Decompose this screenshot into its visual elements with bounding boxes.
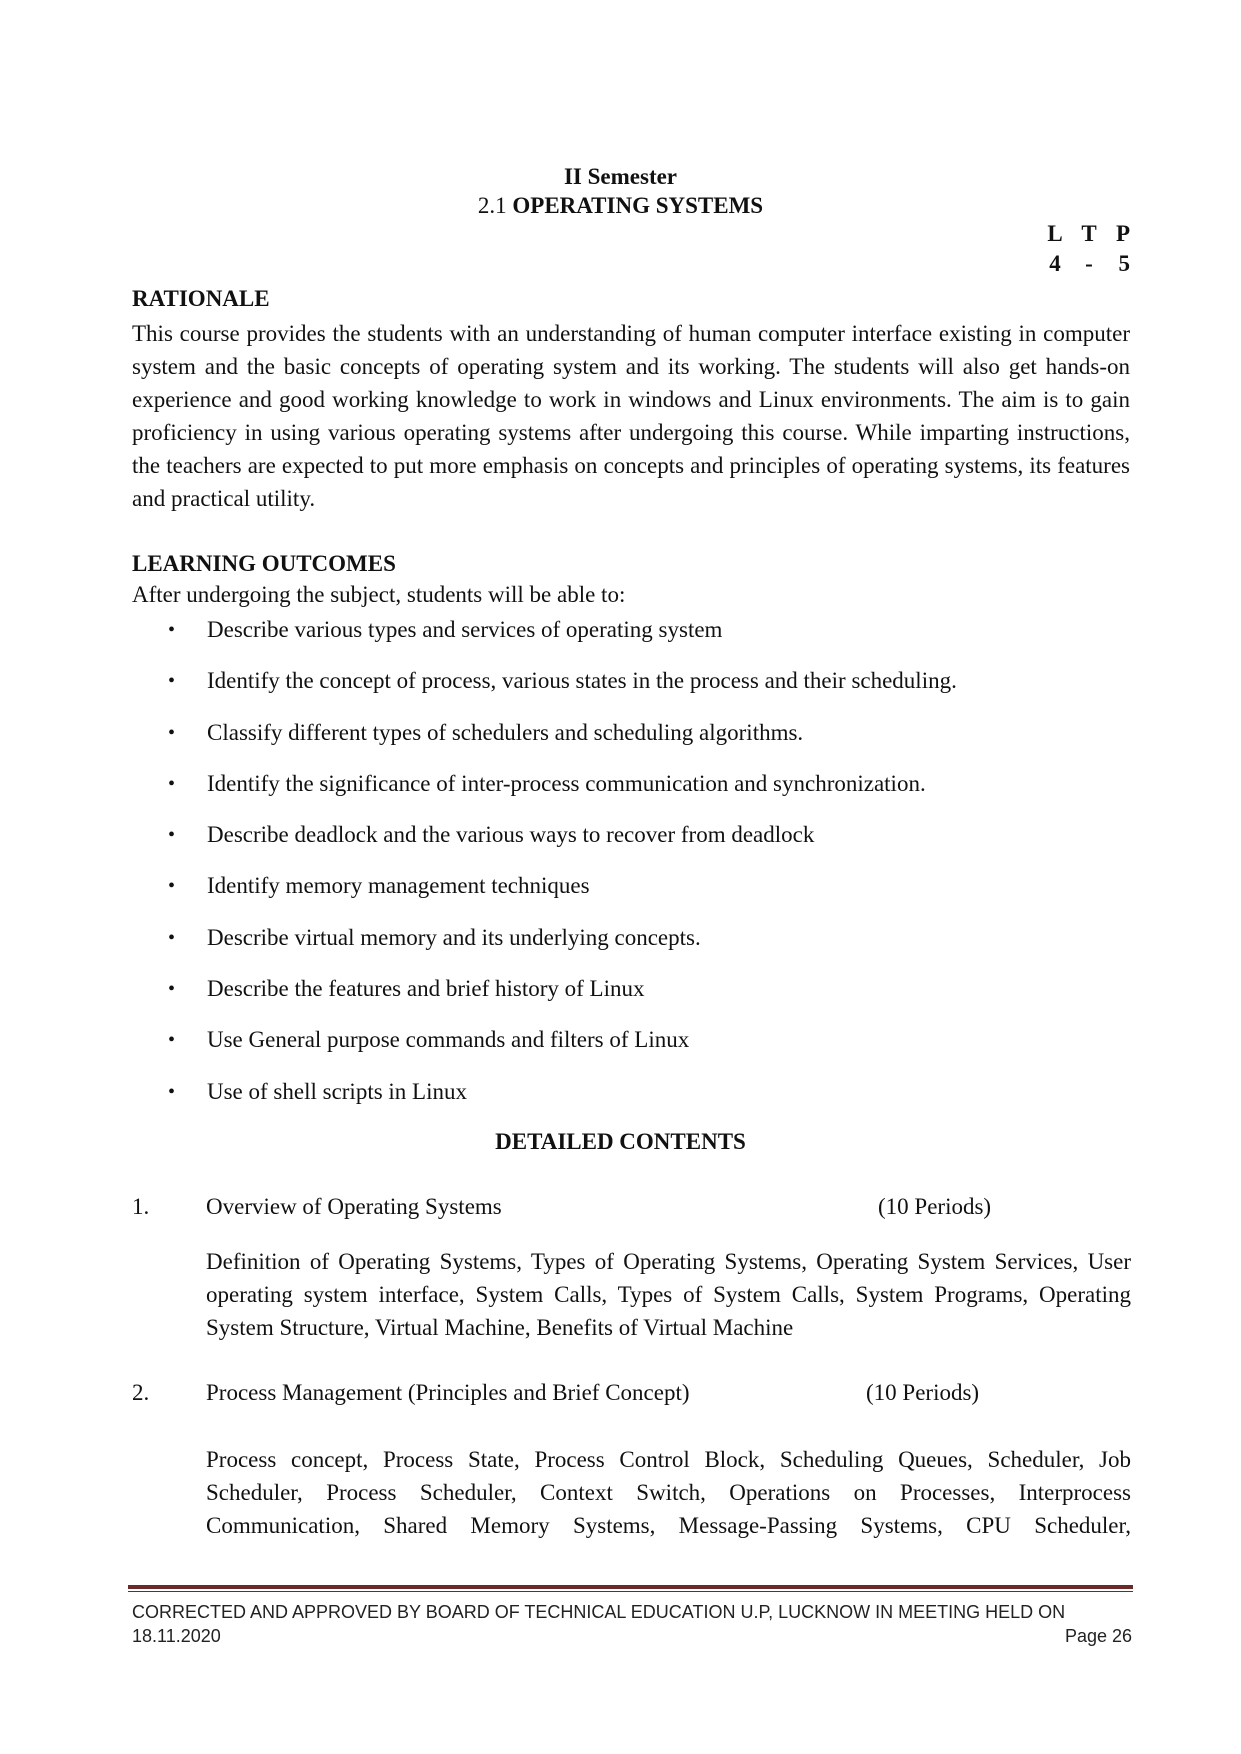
bullet-icon: • xyxy=(168,875,176,898)
bullet-icon: • xyxy=(168,926,176,949)
footer-bottom xyxy=(132,1624,1132,1648)
ltp-label-p: P xyxy=(1115,221,1130,246)
outcome-text: Identify the concept of process, various states in the process and their scheduling. xyxy=(207,668,957,694)
bullet-icon: • xyxy=(168,824,176,847)
list-item xyxy=(132,666,1132,717)
unit-periods: (10 Periods) xyxy=(878,1194,992,1219)
outcome-text: Describe deadlock and the various ways to recover from deadlock xyxy=(207,822,815,848)
list-item xyxy=(132,615,1132,666)
learning-outcomes-list xyxy=(132,615,1132,1128)
bullet-icon: • xyxy=(168,670,176,693)
bullet-icon: • xyxy=(168,978,176,1001)
footer-date: 18.11.2020 xyxy=(132,1626,221,1646)
unit-title: Overview of Operating Systems xyxy=(206,1194,502,1219)
course-name: OPERATING SYSTEMS xyxy=(512,193,764,218)
outcome-text: Describe virtual memory and its underlying concepts. xyxy=(207,924,701,950)
list-item xyxy=(132,769,1132,820)
learning-outcomes-intro: After undergoing the subject, students will be able to: xyxy=(132,582,626,607)
footer-divider-thin xyxy=(128,1591,1133,1592)
bullet-icon: • xyxy=(168,772,176,795)
outcome-text: Describe the features and brief history of Linux xyxy=(207,976,645,1002)
rationale-text: This course provides the students with an understanding of human computer interface existing in computer system and the basic concepts of operating system and its working. The students will also get hands-on experience and good working knowledge to work in windows and Linux environments. The aim is to gain proficiency in using various operating systems after undergoing this course. While imparting instructions, the teachers are expected to put more emphasis on concepts and principles of operating systems, its features and practical utility. xyxy=(132,321,1130,511)
ltp-label-l: L xyxy=(1047,221,1063,246)
detailed-contents-heading: DETAILED CONTENTS xyxy=(495,1129,746,1154)
course-title xyxy=(0,191,1241,220)
bullet-icon: • xyxy=(168,1080,176,1103)
semester-heading: II Semester xyxy=(563,164,678,189)
ltp-labels xyxy=(1038,221,1130,247)
list-item xyxy=(132,1025,1132,1076)
outcome-text: Use of shell scripts in Linux xyxy=(207,1078,467,1104)
ltp-value-t: - xyxy=(1085,251,1093,276)
outcome-text: Identify the significance of inter-process communication and synchronization. xyxy=(207,770,926,796)
list-item xyxy=(132,718,1132,769)
list-item xyxy=(132,871,1132,922)
list-item xyxy=(132,1077,1132,1128)
outcome-text: Identify memory management techniques xyxy=(207,873,590,899)
rationale-heading: RATIONALE xyxy=(132,286,270,311)
unit-number: 1. xyxy=(132,1194,150,1219)
outcome-text: Use General purpose commands and filters of Linux xyxy=(207,1027,690,1053)
bullet-icon: • xyxy=(168,721,176,744)
unit-title: Process Management (Principles and Brief Concept) xyxy=(206,1380,690,1405)
list-item xyxy=(132,974,1132,1025)
outcome-text: Classify different types of schedulers and scheduling algorithms. xyxy=(207,719,804,745)
list-item xyxy=(132,820,1132,871)
unit-description: Process concept, Process State, Process Control Block, Scheduling Queues, Scheduler, Job Scheduler, Process Scheduler, Context Switch, Operations on Processes, Interprocess Communication, Shared Memory Systems, Message-Passing Systems, CPU Scheduler, xyxy=(206,1447,1131,1538)
unit-periods: (10 Periods) xyxy=(866,1380,980,1405)
ltp-values xyxy=(1038,251,1130,277)
ltp-value-l: 4 xyxy=(1049,251,1061,276)
footer-approval-line: CORRECTED AND APPROVED BY BOARD OF TECHNICAL EDUCATION U.P, LUCKNOW IN MEETING HELD ON xyxy=(132,1602,1066,1622)
bullet-icon: • xyxy=(168,619,176,641)
unit-number: 2. xyxy=(132,1380,150,1405)
list-item xyxy=(132,923,1132,974)
bullet-icon: • xyxy=(168,1029,176,1052)
unit-description: Definition of Operating Systems, Types of Operating Systems, Operating System Services, User operating system interface, System Calls, Types of System Calls, System Programs, Operating System Structure, Virtual Machine, Benefits of Virtual Machine xyxy=(206,1249,1131,1340)
footer-divider xyxy=(128,1585,1133,1589)
course-number: 2.1 xyxy=(477,193,507,218)
page-number: Page 26 xyxy=(1064,1626,1132,1646)
ltp-value-p: 5 xyxy=(1118,251,1130,276)
outcome-text: Describe various types and services of operating system xyxy=(207,617,723,642)
ltp-label-t: T xyxy=(1081,221,1097,246)
learning-outcomes-heading: LEARNING OUTCOMES xyxy=(132,551,396,576)
